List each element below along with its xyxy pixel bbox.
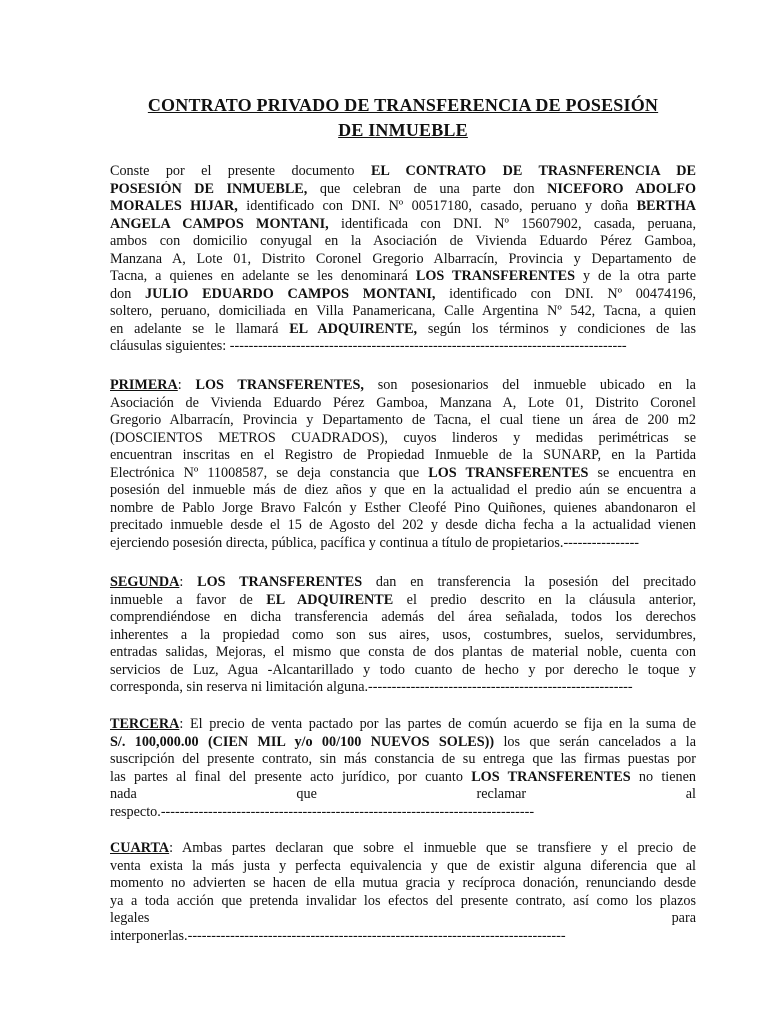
- text-segment: BERTHA: [636, 198, 696, 214]
- clause-tercera: [110, 716, 696, 821]
- text-segment: LOS TRANSFERENTES,: [195, 377, 364, 393]
- text-segment: encuentran inscritas en el Registro de Propiedad Inmueble de la SUNARP, en la Partida: [110, 447, 696, 463]
- tercera-line: [110, 716, 696, 734]
- text-segment: inmueble a favor de: [110, 591, 267, 608]
- text-segment: : El precio de venta pactado por las partes de común acuerdo se fija en la suma de: [179, 716, 696, 732]
- text-segment: cláusulas siguientes: ------------------------------------------------------------------------------------: [110, 338, 627, 354]
- intro-line: [110, 163, 696, 181]
- text-segment: : Ambas partes declaran que sobre el inmueble que se transfiere y el precio de: [169, 840, 696, 856]
- text-segment: JULIO EDUARDO CAMPOS MONTANI,: [145, 285, 436, 302]
- text-segment: S/. 100,000.00 (CIEN MIL y/o 00/100 NUEVOS SOLES)): [110, 733, 495, 750]
- text-segment: posesión del inmueble más de diez años y que en la actualidad el predio aún se encuentra a: [110, 482, 696, 498]
- text-segment: LOS TRANSFERENTES: [428, 464, 589, 481]
- intro-line: [110, 233, 696, 251]
- intro-line: [110, 338, 696, 356]
- text-segment: Electrónica Nº 11008587, se deja constancia que: [110, 464, 429, 481]
- text-segment: y de la otra parte: [574, 268, 696, 284]
- text-segment: servicios de Luz, Agua -Alcantarillado y todo cuanto de hecho y por derecho le toque y: [110, 661, 696, 678]
- text-segment: LOS TRANSFERENTES: [471, 768, 631, 785]
- tercera-line: [110, 786, 696, 804]
- tercera-line: [110, 804, 696, 822]
- text-segment: suscripción del presente contrato, sin más constancia de su entrega que las firmas puestas por: [110, 751, 696, 767]
- text-segment: comprendiéndose en dicha transferencia además del área señalada, todos los derechos: [110, 609, 696, 625]
- primera-line: [110, 482, 696, 500]
- title-line-1: CONTRATO PRIVADO DE TRANSFERENCIA DE POSESIÓN: [147, 95, 659, 115]
- text-segment: Asociación de Vivienda Eduardo Pérez Gamboa, Manzana A, Lote 01, Distrito Coronel: [110, 394, 696, 411]
- text-segment: identificada con DNI. Nº 15607902, casada, peruana,: [328, 215, 696, 232]
- tercera-line: [110, 751, 696, 769]
- cuarta-line: [110, 858, 696, 876]
- text-segment: interponerlas.--------------------------------------------------------------------------------: [110, 927, 566, 944]
- text-segment: NICEFORO ADOLFO: [547, 180, 696, 197]
- text-segment: corresponda, sin reserva ni limitación alguna.--------------------------------------------------------: [110, 679, 633, 695]
- text-segment: no tienen: [630, 768, 696, 785]
- clause-segunda: [110, 574, 696, 697]
- text-segment: venta exista la más justa y perfecta equivalencia y que de existir alguna diferencia que al: [110, 857, 696, 874]
- intro-line: [110, 181, 696, 199]
- clause-label: SEGUNDA: [110, 574, 180, 590]
- text-segment: momento no advierten se hacen de ella mutua gracia y recíproca donación, renunciando desde: [110, 875, 696, 891]
- tercera-line: [110, 769, 696, 787]
- document-title: [110, 93, 696, 143]
- text-segment: LOS TRANSFERENTES: [197, 574, 363, 590]
- text-segment: :: [177, 377, 196, 393]
- primera-line: [110, 535, 696, 553]
- text-segment: en adelante se le llamará: [110, 320, 290, 337]
- text-segment: EL ADQUIRENTE: [266, 591, 394, 608]
- tercera-line: [110, 734, 696, 752]
- clause-label: CUARTA: [110, 840, 170, 856]
- text-segment: ambos con domicilio conyugal en la Asociación de Vivienda Eduardo Pérez Gamboa,: [110, 233, 696, 249]
- primera-line: [110, 412, 696, 430]
- segunda-line: [110, 609, 696, 627]
- text-segment: nombre de Pablo Jorge Bravo Falcón y Esther Cleofé Pino Quiñones, quienes abandonaron el: [110, 499, 696, 516]
- text-segment: precitado inmueble desde el 15 de Agosto del 202 y desde dicha fecha a la actualidad vienen: [110, 517, 696, 533]
- intro-line: [110, 286, 696, 304]
- text-segment: identificado con DNI. Nº 00474196,: [435, 285, 696, 302]
- intro-paragraph: [110, 163, 696, 356]
- intro-line: [110, 216, 696, 234]
- text-segment: el predio descrito en la cláusula anterior,: [393, 591, 696, 608]
- segunda-line: [110, 574, 696, 592]
- text-segment: legales para: [110, 910, 696, 926]
- text-segment: según los términos y condiciones de las: [417, 320, 696, 337]
- text-segment: los que serán cancelados a la: [494, 733, 696, 750]
- cuarta-line: [110, 928, 696, 946]
- text-segment: ANGELA CAMPOS MONTANI,: [110, 215, 329, 232]
- clause-cuarta: [110, 840, 696, 945]
- text-segment: EL ADQUIRENTE,: [289, 320, 418, 337]
- text-segment: respecto.-------------------------------------------------------------------------------: [110, 803, 535, 820]
- clause-primera: [110, 377, 696, 552]
- text-segment: entradas salidas, Mejoras, el mismo que consta de dos plantas de material noble, cuenta con: [110, 644, 696, 660]
- title-line-2: DE INMUEBLE: [338, 120, 468, 140]
- text-segment: ejerciendo posesión directa, pública, pacífica y continua a título de propietarios.----------------: [110, 534, 640, 551]
- text-segment: Gregorio Albarracín, Provincia y Departamento de Tacna, el cual tiene un área de 200 m2: [110, 412, 696, 428]
- primera-line: [110, 430, 696, 448]
- text-segment: ya a toda acción que pretenda invalidar los efectos del presente contrato, así como los plazos: [110, 892, 696, 909]
- text-segment: que celebran de una parte don: [307, 180, 548, 197]
- segunda-line: [110, 679, 696, 697]
- text-segment: soltero, peruano, domiciliada en Villa Panamericana, Calle Argentina Nº 542, Tacna, a quien: [110, 303, 696, 319]
- text-segment: dan en transferencia la posesión del precitado: [362, 574, 696, 590]
- text-segment: EL CONTRATO DE TRASNFERENCIA DE: [370, 163, 696, 179]
- primera-line: [110, 377, 696, 395]
- text-segment: las partes al final del presente acto jurídico, por cuanto: [110, 768, 472, 785]
- segunda-line: [110, 644, 696, 662]
- cuarta-line: [110, 910, 696, 928]
- text-segment: se encuentra en: [588, 464, 696, 481]
- intro-line: [110, 268, 696, 286]
- text-segment: LOS TRANSFERENTES: [415, 268, 575, 284]
- cuarta-line: [110, 875, 696, 893]
- text-segment: Conste por el presente documento: [110, 163, 371, 179]
- intro-line: [110, 321, 696, 339]
- text-segment: inherentes a la propiedad como son sus aires, usos, costumbres, suelos, servidumbres,: [110, 626, 696, 643]
- clause-label: PRIMERA: [110, 377, 178, 393]
- text-segment: MORALES HIJAR,: [110, 198, 238, 214]
- segunda-line: [110, 592, 696, 610]
- intro-line: [110, 251, 696, 269]
- primera-line: [110, 517, 696, 535]
- intro-line: [110, 303, 696, 321]
- intro-line: [110, 198, 696, 216]
- text-segment: don: [110, 285, 146, 302]
- primera-line: [110, 447, 696, 465]
- clause-label: TERCERA: [110, 716, 180, 732]
- text-segment: :: [179, 574, 198, 590]
- segunda-line: [110, 627, 696, 645]
- primera-line: [110, 500, 696, 518]
- cuarta-line: [110, 840, 696, 858]
- segunda-line: [110, 662, 696, 680]
- text-segment: Tacna, a quienes en adelante se les denominará: [110, 268, 416, 284]
- primera-line: [110, 465, 696, 483]
- text-segment: son posesionarios del inmueble ubicado en la: [363, 377, 696, 393]
- text-segment: (DOSCIENTOS METROS CUADRADOS), cuyos linderos y medidas perimétricas se: [110, 429, 696, 446]
- cuarta-line: [110, 893, 696, 911]
- text-segment: nada que reclamar al: [110, 786, 696, 802]
- text-segment: identificado con DNI. Nº 00517180, casado, peruano y doña: [237, 198, 637, 214]
- primera-line: [110, 395, 696, 413]
- text-segment: Manzana A, Lote 01, Distrito Coronel Gregorio Albarracín, Provincia y Departamento de: [110, 250, 696, 267]
- text-segment: POSESIÓN DE INMUEBLE,: [110, 180, 308, 197]
